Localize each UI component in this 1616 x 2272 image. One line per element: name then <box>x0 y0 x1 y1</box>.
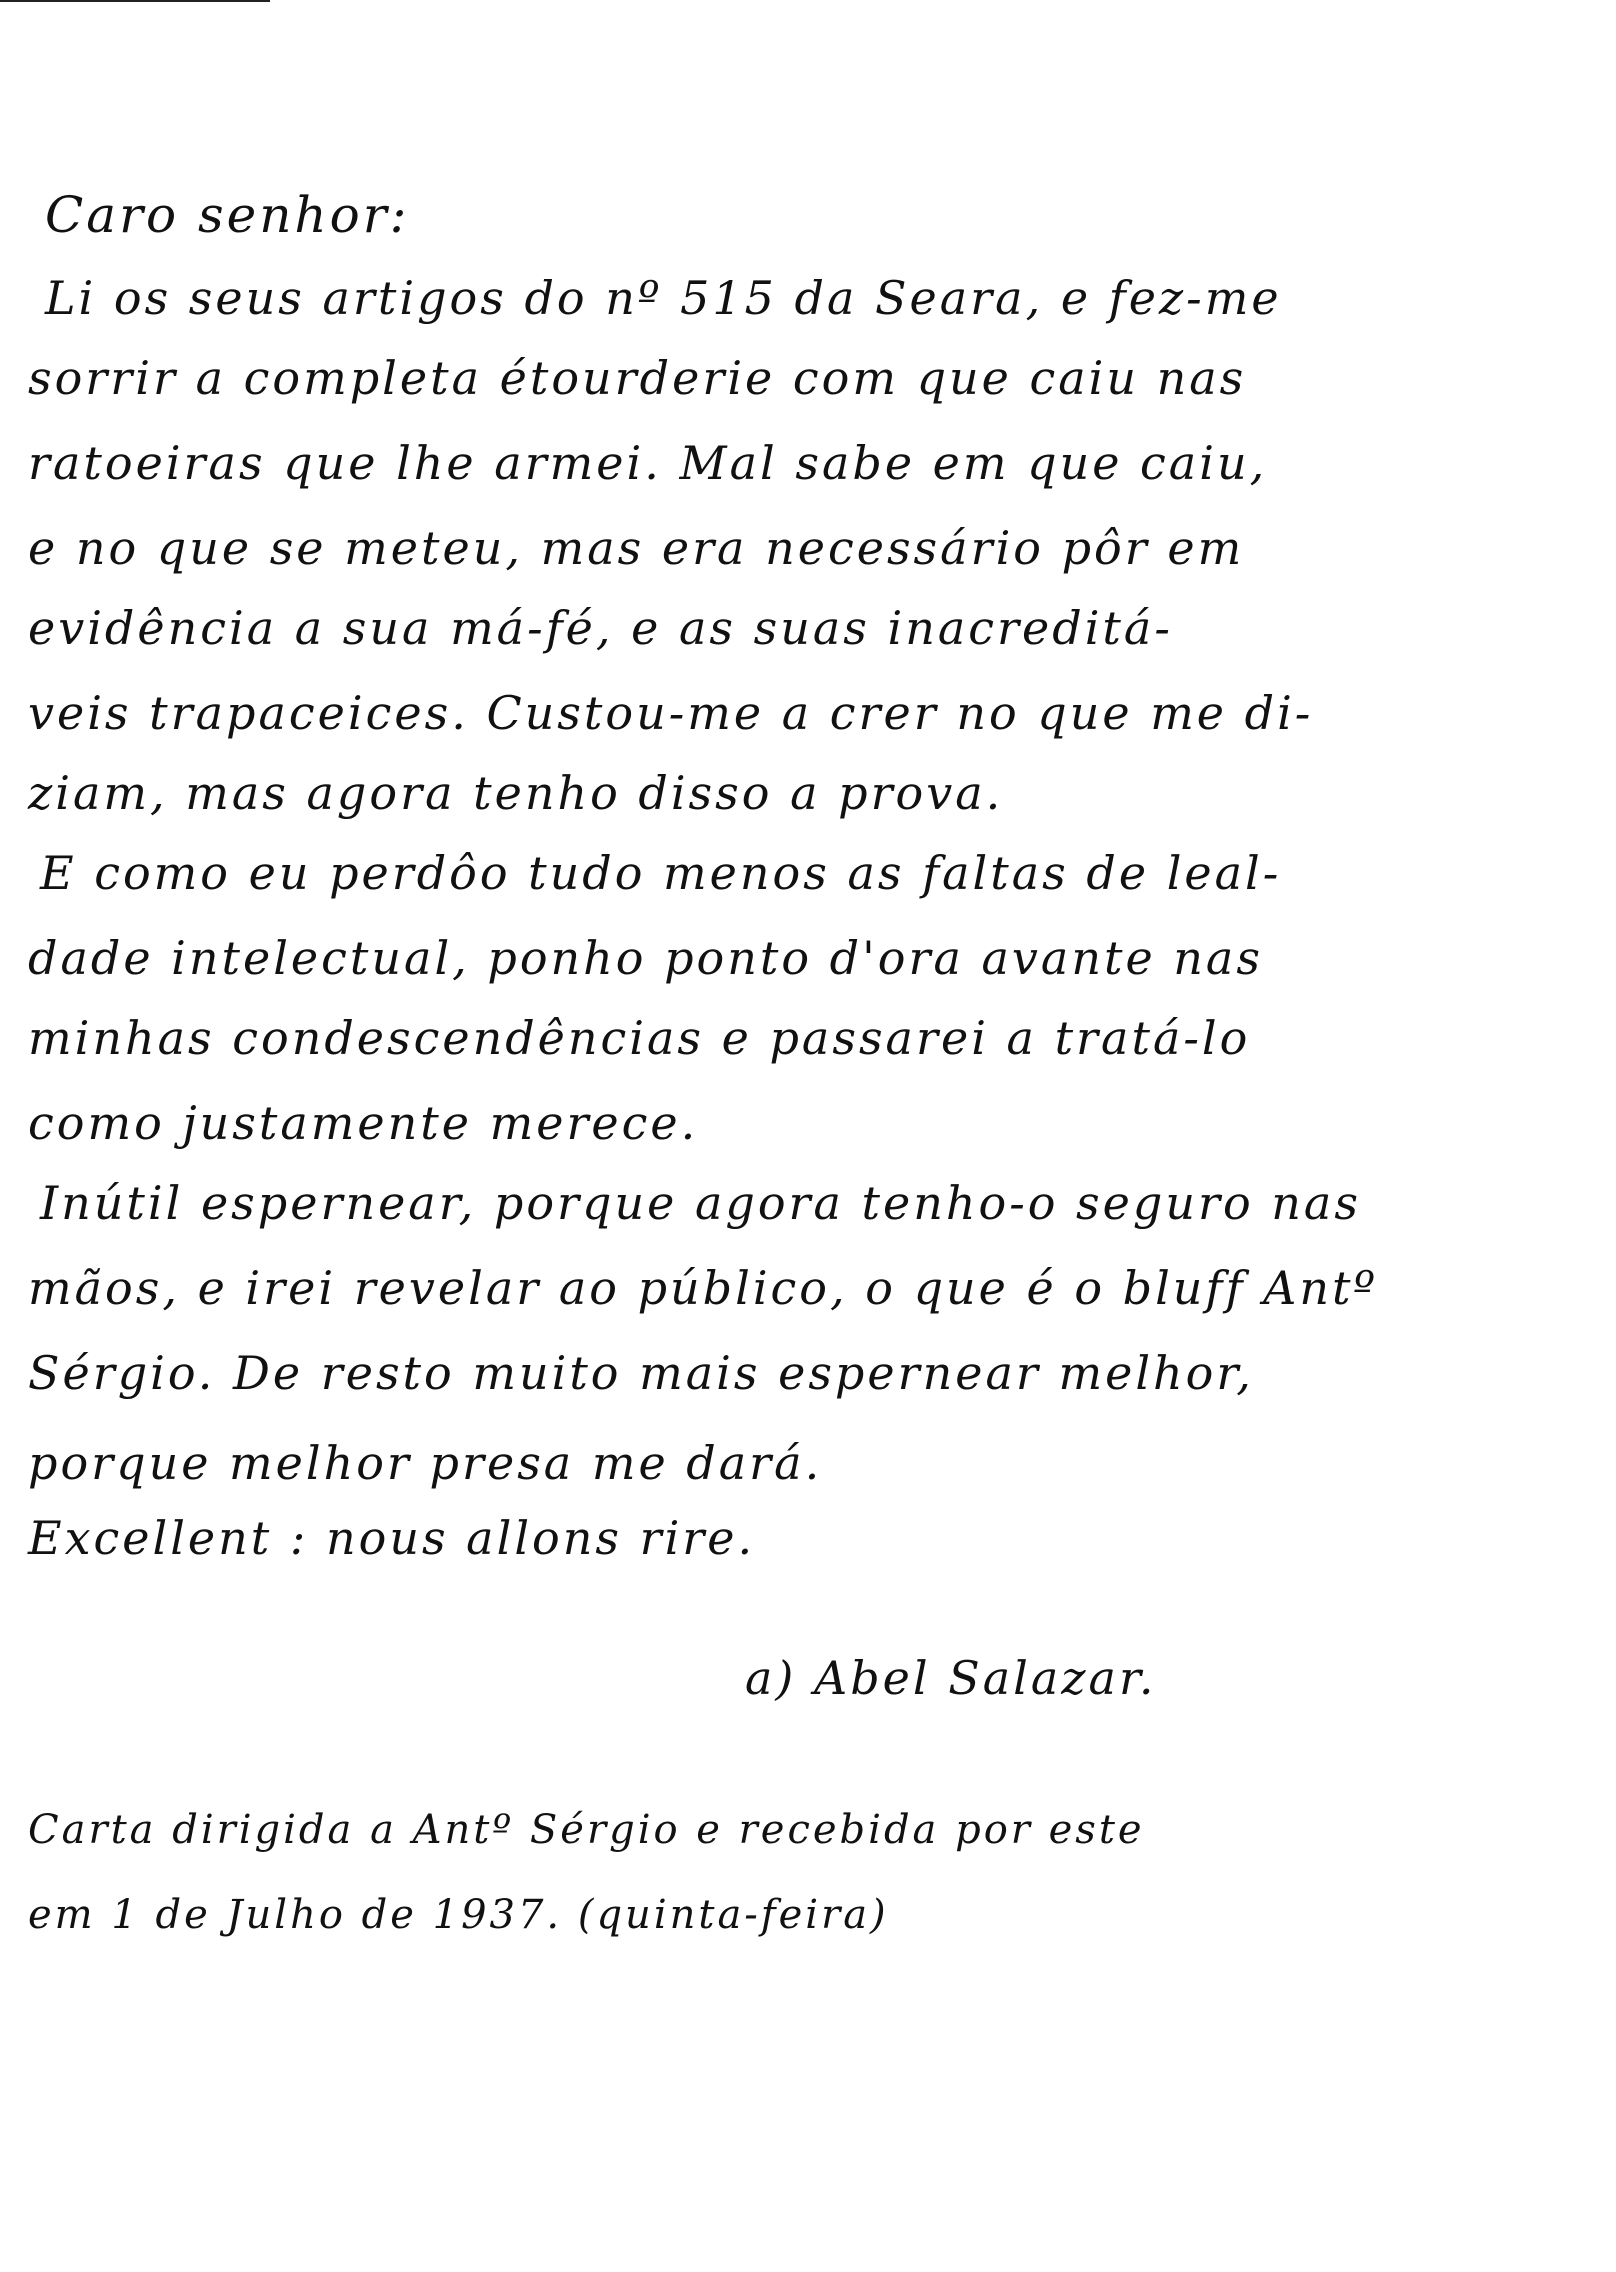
letter-line: dade intelectual, ponho ponto d'ora avante nas <box>28 931 1263 985</box>
letter-line: minhas condescendências e passarei a tratá-lo <box>28 1011 1251 1065</box>
letter-line: como justamente merece. <box>28 1096 699 1150</box>
letter-line: Excellent : nous allons rire. <box>28 1511 756 1565</box>
note-line: Carta dirigida a Antº Sérgio e recebida por este <box>28 1807 1145 1853</box>
note-line: em 1 de Julho de 1937. (quinta-feira) <box>28 1892 889 1938</box>
top-edge-mark <box>0 0 270 2</box>
letter-line: ziam, mas agora tenho disso a prova. <box>28 766 1004 820</box>
letter-line: ratoeiras que lhe armei. Mal sabe em que caiu, <box>28 436 1268 490</box>
letter-line: e no que se meteu, mas era necessário pôr em <box>28 521 1245 575</box>
letter-line: porque melhor presa me dará. <box>28 1436 823 1490</box>
letter-line: Li os seus artigos do nº 515 da Seara, e fez-me <box>45 271 1282 325</box>
signature: a) Abel Salazar. <box>745 1651 1157 1705</box>
letter-line: mãos, e irei revelar ao público, o que é o bluff Antº <box>28 1261 1379 1315</box>
letter-line: sorrir a completa étourderie com que caiu nas <box>28 351 1247 405</box>
letter-line: evidência a sua má-fé, e as suas inacreditá- <box>28 601 1173 655</box>
letter-line: Sérgio. De resto muito mais espernear melhor, <box>28 1346 1254 1400</box>
letter-line: E como eu perdôo tudo menos as faltas de leal- <box>40 846 1282 900</box>
letter-line: veis trapaceices. Custou-me a crer no que me di- <box>28 686 1314 740</box>
letter-line: Inútil espernear, porque agora tenho-o seguro nas <box>40 1176 1361 1230</box>
salutation: Caro senhor: <box>45 186 410 244</box>
